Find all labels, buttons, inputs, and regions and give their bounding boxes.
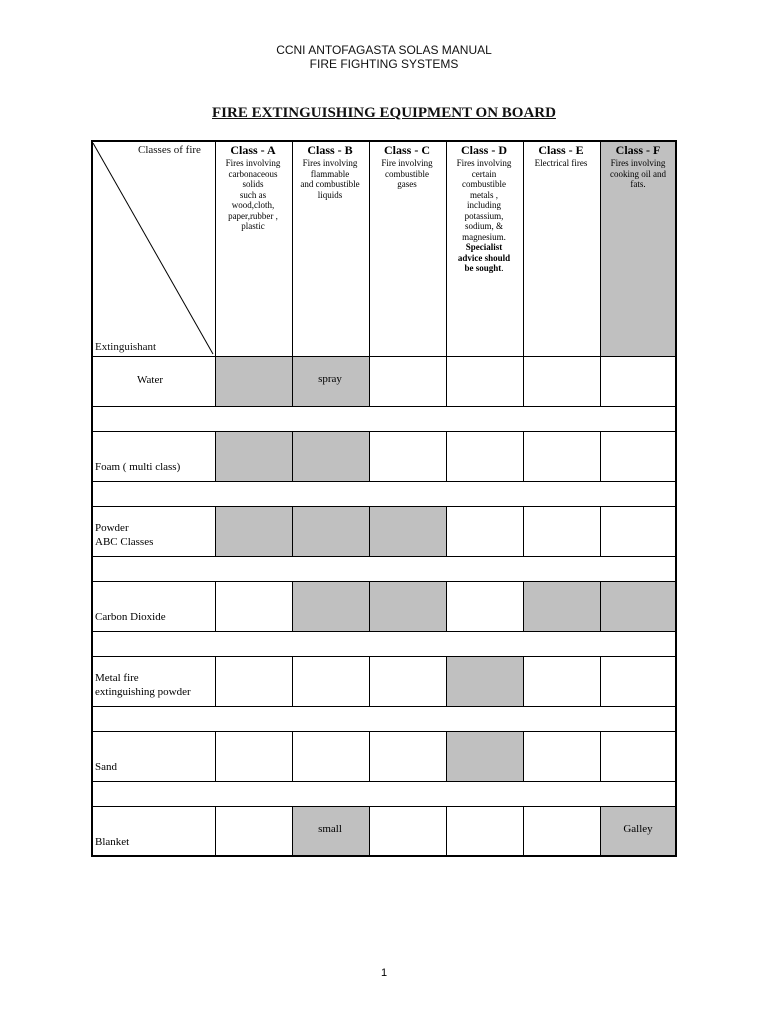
cell-shade <box>215 431 292 481</box>
table-rule <box>91 781 677 782</box>
column-rule <box>369 431 370 481</box>
table-rule <box>91 806 677 807</box>
table-rule <box>91 481 677 482</box>
class-description-line: potassium, <box>464 210 504 221</box>
row-label-line: Carbon Dioxide <box>95 611 166 623</box>
table-rule <box>91 581 677 582</box>
table-rule <box>91 406 677 407</box>
column-rule <box>523 656 524 706</box>
cell-mark: spray <box>318 373 342 385</box>
class-description <box>524 158 598 169</box>
table-rule <box>91 431 677 432</box>
column-rule <box>600 506 601 556</box>
class-description-line: fats. <box>630 179 646 189</box>
column-rule <box>292 656 293 706</box>
column-rule <box>215 431 216 481</box>
class-title: Class - F <box>615 143 661 157</box>
table-rule <box>91 356 677 357</box>
corner-diagonal-line <box>93 143 213 354</box>
column-rule <box>292 506 293 556</box>
class-description-line: Fires involving <box>302 158 358 168</box>
corner-top-label: Classes of fire <box>138 144 201 156</box>
cell-shade <box>600 581 676 631</box>
class-description <box>601 158 675 190</box>
row-label <box>95 521 153 549</box>
column-rule <box>446 581 447 631</box>
row-label <box>95 760 117 774</box>
column-rule <box>292 431 293 481</box>
column-rule <box>523 806 524 856</box>
class-description-line: and combustible <box>300 179 360 189</box>
table-rule <box>91 631 677 632</box>
cell-mark: Galley <box>623 823 653 835</box>
cell-shade <box>369 581 446 631</box>
table-rule <box>91 656 677 657</box>
class-description <box>370 158 444 190</box>
cell-shade <box>292 581 369 631</box>
column-rule <box>446 731 447 781</box>
column-rule <box>215 656 216 706</box>
class-description-line: magnesium. <box>462 231 506 242</box>
page-title: FIRE EXTINGUISHING EQUIPMENT ON BOARD <box>212 105 556 121</box>
row-label-line: Foam ( multi class) <box>95 461 181 473</box>
row-label <box>137 373 163 387</box>
cell-shade <box>369 506 446 556</box>
class-note-line: be sought. <box>464 263 504 273</box>
row-label <box>95 460 180 474</box>
table-rule <box>91 556 677 557</box>
class-note-line: advice should <box>457 252 511 263</box>
column-rule <box>292 731 293 781</box>
column-rule <box>369 806 370 856</box>
class-title: Class - A <box>230 143 276 157</box>
class-description-line: Electrical fires <box>534 158 588 168</box>
table-rule <box>91 706 677 707</box>
header-line-2: FIRE FIGHTING SYSTEMS <box>309 57 459 71</box>
class-description-line: Fires involving <box>225 158 281 168</box>
table-rule <box>91 731 677 732</box>
class-description-line: paper,rubber , <box>228 210 278 221</box>
class-description-line: combustible <box>462 179 506 189</box>
class-note-line: Specialist <box>465 242 503 252</box>
class-description-line: Fires involving <box>610 158 666 168</box>
table-rule <box>91 506 677 507</box>
row-label-line: Powder <box>95 522 129 534</box>
column-rule <box>369 656 370 706</box>
column-rule <box>446 431 447 481</box>
column-rule <box>600 581 601 631</box>
class-title: Class - E <box>538 143 584 157</box>
class-description-line: plastic <box>241 221 265 231</box>
row-label-line: extinguishing powder <box>95 686 191 698</box>
cell-mark: small <box>318 823 342 835</box>
column-rule <box>369 731 370 781</box>
table-border-right2 <box>675 140 676 857</box>
cell-shade <box>292 431 369 481</box>
header-line-1: CCNI ANTOFAGASTA SOLAS MANUAL <box>276 43 492 57</box>
column-rule <box>292 581 293 631</box>
cell-shade <box>446 656 523 706</box>
row-label-line: Water <box>137 374 163 386</box>
class-description-line: combustible <box>385 168 429 179</box>
cell-shade <box>215 506 292 556</box>
class-description-line: cooking oil and <box>610 168 666 179</box>
cell-shade <box>215 356 292 406</box>
class-description-line: sodium, & <box>464 221 503 231</box>
column-rule <box>523 431 524 481</box>
table-border-right <box>676 140 677 857</box>
class-description-line: metals , <box>470 189 498 200</box>
class-description-line: gases <box>397 179 417 189</box>
column-rule <box>600 431 601 481</box>
column-rule <box>215 731 216 781</box>
column-rule <box>446 656 447 706</box>
cell-shade <box>446 731 523 781</box>
column-rule <box>215 806 216 856</box>
class-description-line: liquids <box>317 189 343 200</box>
row-label-line: ABC Classes <box>95 536 154 548</box>
column-rule <box>215 581 216 631</box>
row-label-line: Sand <box>95 761 117 773</box>
class-description-line: flammable <box>310 168 350 179</box>
cell-shade <box>523 581 600 631</box>
class-description-line: Fires involving <box>456 158 512 168</box>
row-label-line: Metal fire <box>95 672 139 684</box>
class-title: Class - C <box>383 143 430 157</box>
row-label-line: Blanket <box>95 836 130 848</box>
table-rule-bottom <box>91 856 677 857</box>
class-description-line: such as <box>239 189 267 200</box>
class-description-line: certain <box>471 168 497 179</box>
column-rule <box>215 506 216 556</box>
class-description <box>293 158 367 200</box>
column-rule <box>369 581 370 631</box>
class-title: Class - B <box>307 143 353 157</box>
class-description <box>216 158 290 232</box>
column-rule <box>523 140 524 406</box>
column-rule <box>523 506 524 556</box>
row-label <box>95 671 191 699</box>
column-rule <box>600 656 601 706</box>
column-rule <box>446 806 447 856</box>
class-description <box>447 158 521 274</box>
class-description-line: wood,cloth, <box>231 200 275 210</box>
corner-diagonal <box>91 140 215 356</box>
column-rule <box>600 731 601 781</box>
column-rule <box>523 581 524 631</box>
column-rule <box>446 506 447 556</box>
class-description-line: including <box>467 200 501 210</box>
page-number: 1 <box>380 967 388 979</box>
column-rule <box>369 506 370 556</box>
row-label <box>95 610 166 624</box>
class-description-line: solids <box>242 179 264 189</box>
row-label <box>95 835 129 849</box>
class-description-line: Fire involving <box>381 158 433 168</box>
class-description-line: carbonaceous <box>228 168 278 179</box>
cell-shade <box>292 506 369 556</box>
corner-bottom-label: Extinguishant <box>95 341 157 353</box>
column-rule <box>523 731 524 781</box>
class-title: Class - D <box>460 143 507 157</box>
